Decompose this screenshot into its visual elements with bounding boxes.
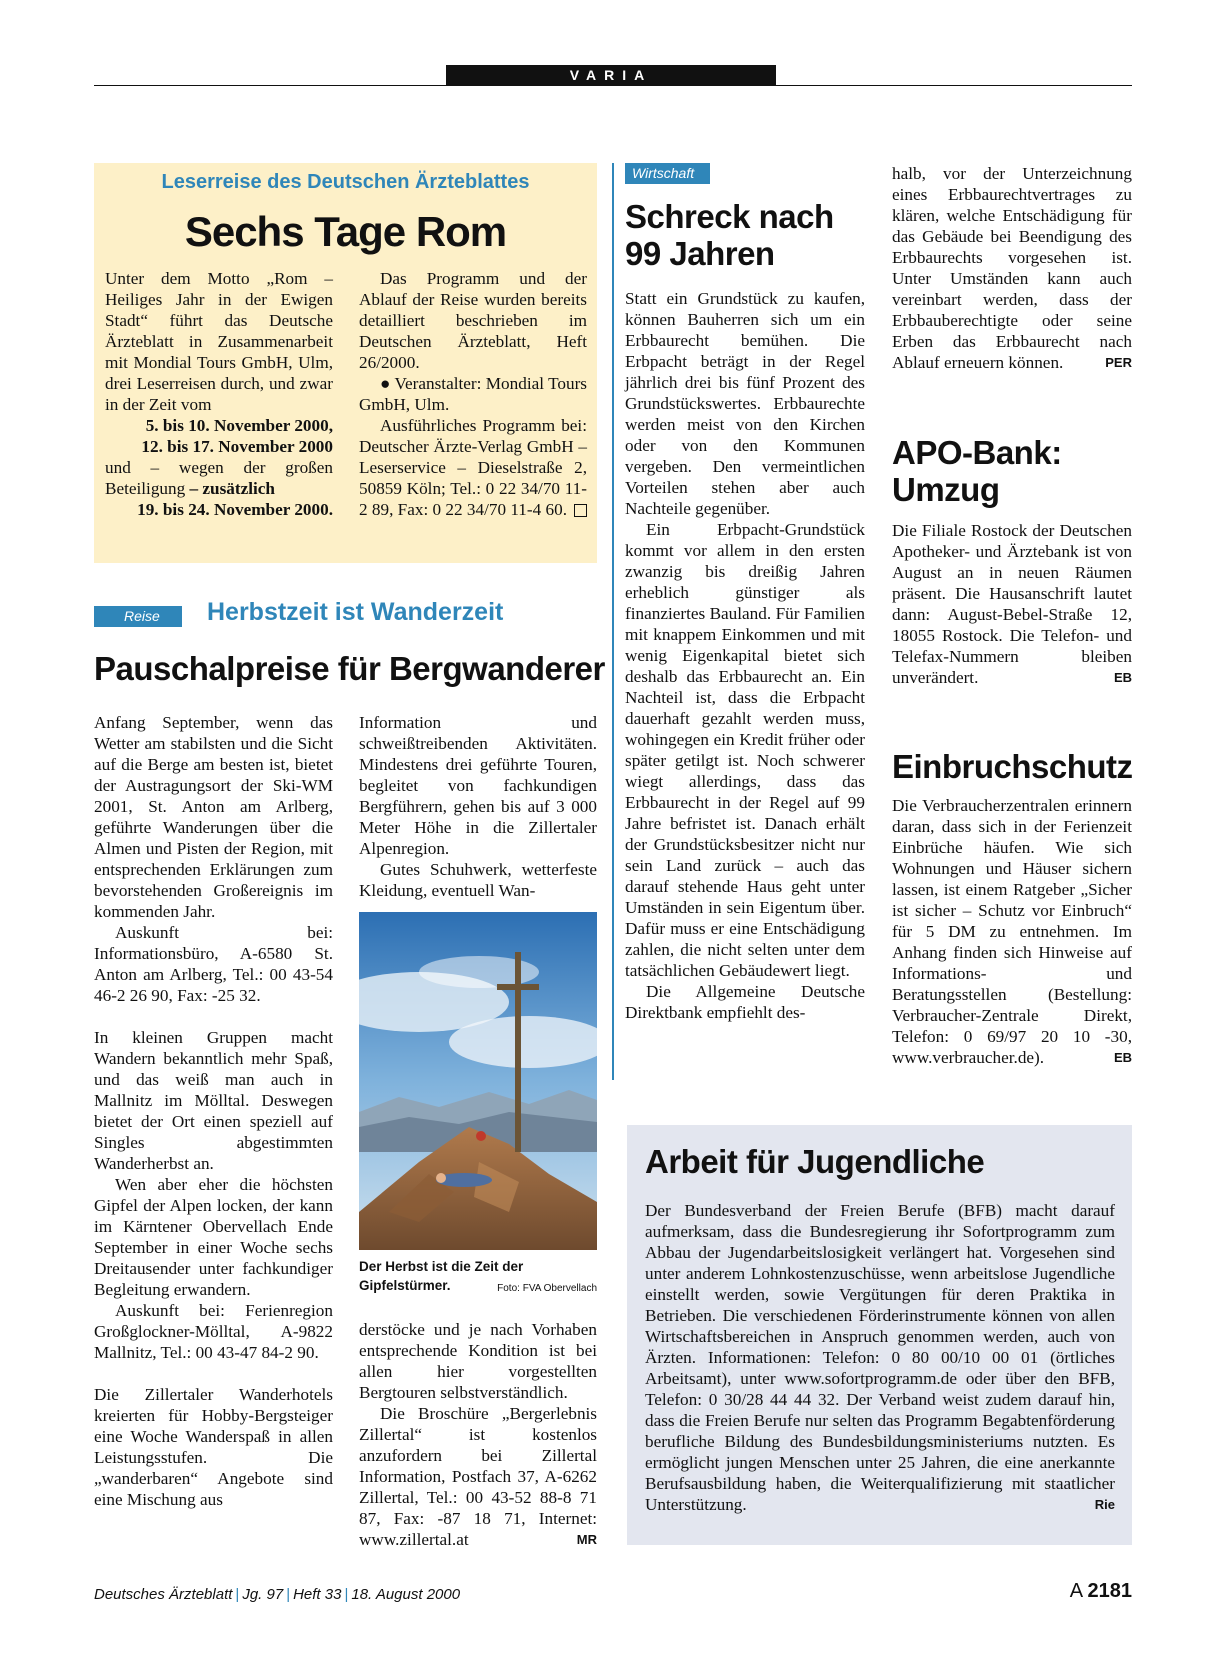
einbruch-paragraph-text: Die Verbraucherzentralen erinnern daran, dass sich in der Ferienzeit Einbrüche häufen. Wie sich Wohnungen und Häuser sichern lassen, ist einem Ratgeber „Sicher ist sicher – Schutz vor Einbruch“ für 5 DM zu entnehmen. Im Anhang finden sich Hinweise auf Informations- und Beratungsstellen (Bestellung: Verbraucher-Zentrale Direkt, Telefon: 0 69/97 20 10 -30, www.verbraucher.de). bbox=[892, 796, 1132, 1067]
reise-paragraph bbox=[359, 1403, 597, 1550]
wirtschaft-rubric-tag: Wirtschaft bbox=[625, 163, 710, 184]
footer-issue: Heft 33 bbox=[293, 1586, 342, 1603]
author-signature: Rie bbox=[1094, 1497, 1115, 1512]
footer-journal: Deutsches Ärzteblatt bbox=[94, 1586, 233, 1603]
leserreise-date: 12. bis 17. November 2000 bbox=[141, 437, 333, 456]
reise-paragraph: Information und schweißtreibenden Aktivitäten. Mindestens drei geführte Touren, begleitet von fachkundigen Bergführern, gehen bis auf 3 000 Meter Höhe in die Zillertaler Alpenregion. bbox=[359, 713, 597, 858]
leserreise-date: 19. bis 24. November 2000. bbox=[137, 500, 333, 519]
apo-paragraph bbox=[892, 520, 1132, 688]
page-prefix: A bbox=[1069, 1580, 1082, 1602]
leserreise-mid-text bbox=[105, 457, 333, 499]
author-signature: EB bbox=[1113, 670, 1132, 685]
reise-rubric-tag: Reise bbox=[94, 606, 182, 627]
apo-headline: APO-Bank: Umzug bbox=[892, 434, 1062, 508]
wirtschaft-paragraph: Statt ein Grundstück zu kaufen, können Bauherren sich um ein Erbbaurecht bemühen. Die Erbpacht beträgt in der Regel jährlich drei bis fünf Prozent des Grundstückswertes. Erbbaurechte werden meist von den Kirchen oder von den Kommunen vergeben. Den vermeintlichen Vorteilen stehen aber auch Nachteile gegenüber. bbox=[625, 289, 865, 518]
wirtschaft-paragraph bbox=[892, 163, 1132, 373]
wirtschaft-column-1 bbox=[625, 288, 865, 1023]
caption-text: Der Herbst ist die Zeit der Gipfelstürmer. bbox=[359, 1259, 524, 1293]
wirtschaft-paragraph-text: halb, vor der Unterzeichnung eines Erbbaurechtvertrages zu klären, welche Entschädigung für das Gebäude bei Beendigung des Erbbaurechts vorgesehen ist. Unter Umständen kann auch vereinbart werden, dass der Erbbauberechtigte oder seine Erben das Erbbaurecht nach Ablauf erneuern können. bbox=[892, 164, 1132, 372]
photo-credit: Foto: FVA Obervellach bbox=[497, 1283, 597, 1294]
leserreise-contact-text: Ausführliches Programm bei: Deutscher Ärzte-Verlag GmbH – Leserservice – Dieselstraße 2, 50859 Köln; Tel.: 0 22 34/70 11-2 89, Fax: 0 22 34/70 11-4 60. bbox=[359, 416, 587, 519]
leserreise-contact bbox=[359, 415, 587, 520]
leserreise-mid-bold: – zusätzlich bbox=[189, 479, 275, 498]
reise-paragraph: Wen aber eher die höchsten Gipfel der Alpen locken, der kann im Kärntener Obervellach Ende September in einer Woche sechs Dreitausender unter fachkundiger Begleitung erwandern. bbox=[94, 1175, 333, 1299]
section-label: VARIA bbox=[446, 65, 776, 85]
reise-paragraph: Auskunft bei: Ferienregion Großglockner-Mölltal, A-9822 Mallnitz, Tel.: 00 43-47 84-2 90. bbox=[94, 1301, 333, 1362]
arbeit-paragraph-text: Der Bundesverband der Freien Berufe (BFB) macht darauf aufmerksam, dass die Bundesregierung ihr Sofortprogramm zum Abbau der Jugendarbeitslosigkeit verlängert hat. Vorgesehen sind unter anderem Lohnkostenzuschüsse, wenn arbeitslose Jugendliche einstellt werden, sowie Vergütungen für deren Praktika in Betrieben. Die verschiedenen Förderinstrumente können von allen Wirtschaftsbereichen in Anspruch genommen werden, auch von Ärzten. Informationen: Telefon: 0 80 00/10 00 01 (örtliches Arbeitsamt), unter www.sofortprogramm.de oder über den BFB, Telefon: 0 30/28 44 44 32. Der Verband weist zudem darauf hin, dass die Freien Berufe nur selten das Programm Begabtenförderung berufliche Bildung des Bundesbildungsministeriums nutzten. Es ermöglicht jungen Menschen unter 25 Jahren, die eine anerkannte Berufsausbildung haben, die Weiterqualifizierung mit staatlicher Unterstützung. bbox=[645, 1201, 1115, 1514]
reise-kicker: Herbstzeit ist Wanderzeit bbox=[207, 598, 504, 626]
wirtschaft-paragraph: Ein Erbpacht-Grundstück kommt vor allem in den ersten zwanzig bis dreißig Jahren erheblich günstiger als finanziertes Bauland. Für Familien mit knappem Einkommen und mit wenig Eigenkapital bietet sich deshalb das Erbbaurecht an. Ein Nachteil ist, dass die Erbpacht dauerhaft gezahlt werden muss, wohingegen ein Kredit früher oder später getilgt ist. Noch schwerer wiegt allerdings, dass das Erbbaurecht in der Regel auf 99 Jahre befristet ist. Danach erhält der Grundstücksbesitzer nicht nur sein Land zurück – auch das darauf stehende Haus geht unter Umständen in sein Eigentum über. Dafür muss er eine Entschädigung zahlen, die nicht selten unter dem tatsächlichen Gebäudewert liegt. bbox=[625, 520, 865, 980]
page-number-value: 2181 bbox=[1087, 1580, 1132, 1602]
photo-caption bbox=[359, 1257, 597, 1298]
wirtschaft-headline: Schreck nach 99 Jahren bbox=[625, 198, 834, 272]
reise-column-1 bbox=[94, 712, 333, 1510]
arbeit-body bbox=[645, 1200, 1115, 1515]
einbruch-paragraph bbox=[892, 795, 1132, 1068]
reise-column-2-top bbox=[359, 712, 597, 901]
reise-paragraph: Anfang September, wenn das Wetter am stabilsten und die Sicht auf die Berge am besten ist, bietet der Austragungsort der Ski-WM 2001, St. Anton am Arlberg, geführte Wanderungen über die Almen und Pisten der Region, mit entsprechenden Erklärungen zum bevorstehenden Großereignis im kommenden Jahr. bbox=[94, 713, 333, 921]
leserreise-organizer: ● Veranstalter: Mondial Tours GmbH, Ulm. bbox=[359, 374, 587, 414]
leserreise-title: Sechs Tage Rom bbox=[184, 208, 507, 255]
arbeit-paragraph bbox=[645, 1200, 1115, 1515]
reise-paragraph: Gutes Schuhwerk, wetterfeste Kleidung, eventuell Wan- bbox=[359, 860, 597, 900]
footer-separator: | bbox=[235, 1586, 240, 1603]
leserreise-column-1 bbox=[105, 268, 333, 520]
author-signature: PER bbox=[1105, 355, 1132, 370]
arbeit-headline: Arbeit für Jugendliche bbox=[645, 1143, 985, 1180]
footer-citation bbox=[94, 1586, 460, 1603]
reise-headline: Pauschalpreise für Bergwanderer bbox=[94, 650, 605, 687]
wirtschaft-paragraph: Die Allgemeine Deutsche Direktbank empfiehlt des- bbox=[625, 982, 865, 1022]
leserreise-intro: Unter dem Motto „Rom – Heiliges Jahr in der Ewigen Stadt“ führt das Deutsche Ärzteblatt in Zusammenarbeit mit Mondial Tours GmbH, Ulm, drei Leserreisen durch, und zwar in der Zeit vom bbox=[105, 269, 333, 414]
leserreise-date: 5. bis 10. November 2000, bbox=[145, 416, 333, 435]
einbruch-body bbox=[892, 795, 1132, 1068]
reise-paragraph: In kleinen Gruppen macht Wandern bekanntlich mehr Spaß, und das weiß man auch in Mallnitz im Mölltal. Deswegen bietet der Ort einen speziell auf Singles abgestimmten Wanderherbst an. bbox=[94, 1028, 333, 1173]
reise-paragraph: derstöcke und je nach Vorhaben entsprechende Kondition ist bei allen hier vorgestellten Bergtouren selbstverständlich. bbox=[359, 1320, 597, 1402]
reise-column-2-bottom bbox=[359, 1319, 597, 1550]
reise-paragraph-text: Die Broschüre „Bergerlebnis Zillertal“ ist kostenlos anzufordern bei Zillertal Information, Postfach 37, A-6262 Zillertal, Tel.: 00 43-52 88-8 71 87, Fax: -87 18 71, Internet: www.zillertal.at bbox=[359, 1404, 597, 1549]
apo-body bbox=[892, 520, 1132, 688]
footer-separator: | bbox=[286, 1586, 291, 1603]
reise-paragraph: Die Zillertaler Wanderhotels kreierten für Hobby-Bergsteiger eine Woche Wanderspaß in allen Leistungsstufen. Die „wanderbaren“ Angebote sind eine Mischung aus bbox=[94, 1385, 333, 1509]
author-signature: EB bbox=[1113, 1050, 1132, 1065]
apo-paragraph-text: Die Filiale Rostock der Deutschen Apotheker- und Ärztebank ist von August an in neuen Räumen präsent. Die Hausanschrift lautet dann: August-Bebel-Straße 12, 18055 Rostock. Die Telefon- und Telefax-Nummern bleiben unverändert. bbox=[892, 521, 1132, 687]
column-divider bbox=[612, 163, 614, 1080]
einbruch-headline: Einbruchschutz bbox=[892, 748, 1133, 785]
footer-date: 18. August 2000 bbox=[351, 1586, 461, 1603]
author-signature: MR bbox=[576, 1532, 597, 1547]
page-number bbox=[1040, 1580, 1132, 1603]
wirtschaft-column-2 bbox=[892, 163, 1132, 373]
footer-volume: Jg. 97 bbox=[242, 1586, 284, 1603]
leserreise-column-2 bbox=[359, 268, 587, 520]
leserreise-program: Das Programm und der Ablauf der Reise wurden bereits detailliert beschrieben im Deutschen Ärzteblatt, Heft 26/2000. bbox=[359, 269, 587, 372]
summit-cross-photo bbox=[359, 912, 597, 1250]
leserreise-kicker: Leserreise des Deutschen Ärzteblattes bbox=[161, 171, 530, 193]
leserreise-mid: und – wegen der großen Beteiligung bbox=[105, 458, 333, 498]
end-mark-icon bbox=[574, 504, 587, 517]
reise-paragraph: Auskunft bei: Informationsbüro, A-6580 St. Anton am Arlberg, Tel.: 00 43-54 46-2 26 90, Fax: -25 32. bbox=[94, 923, 333, 1005]
footer-separator: | bbox=[344, 1586, 349, 1603]
header-rule bbox=[94, 85, 1132, 86]
